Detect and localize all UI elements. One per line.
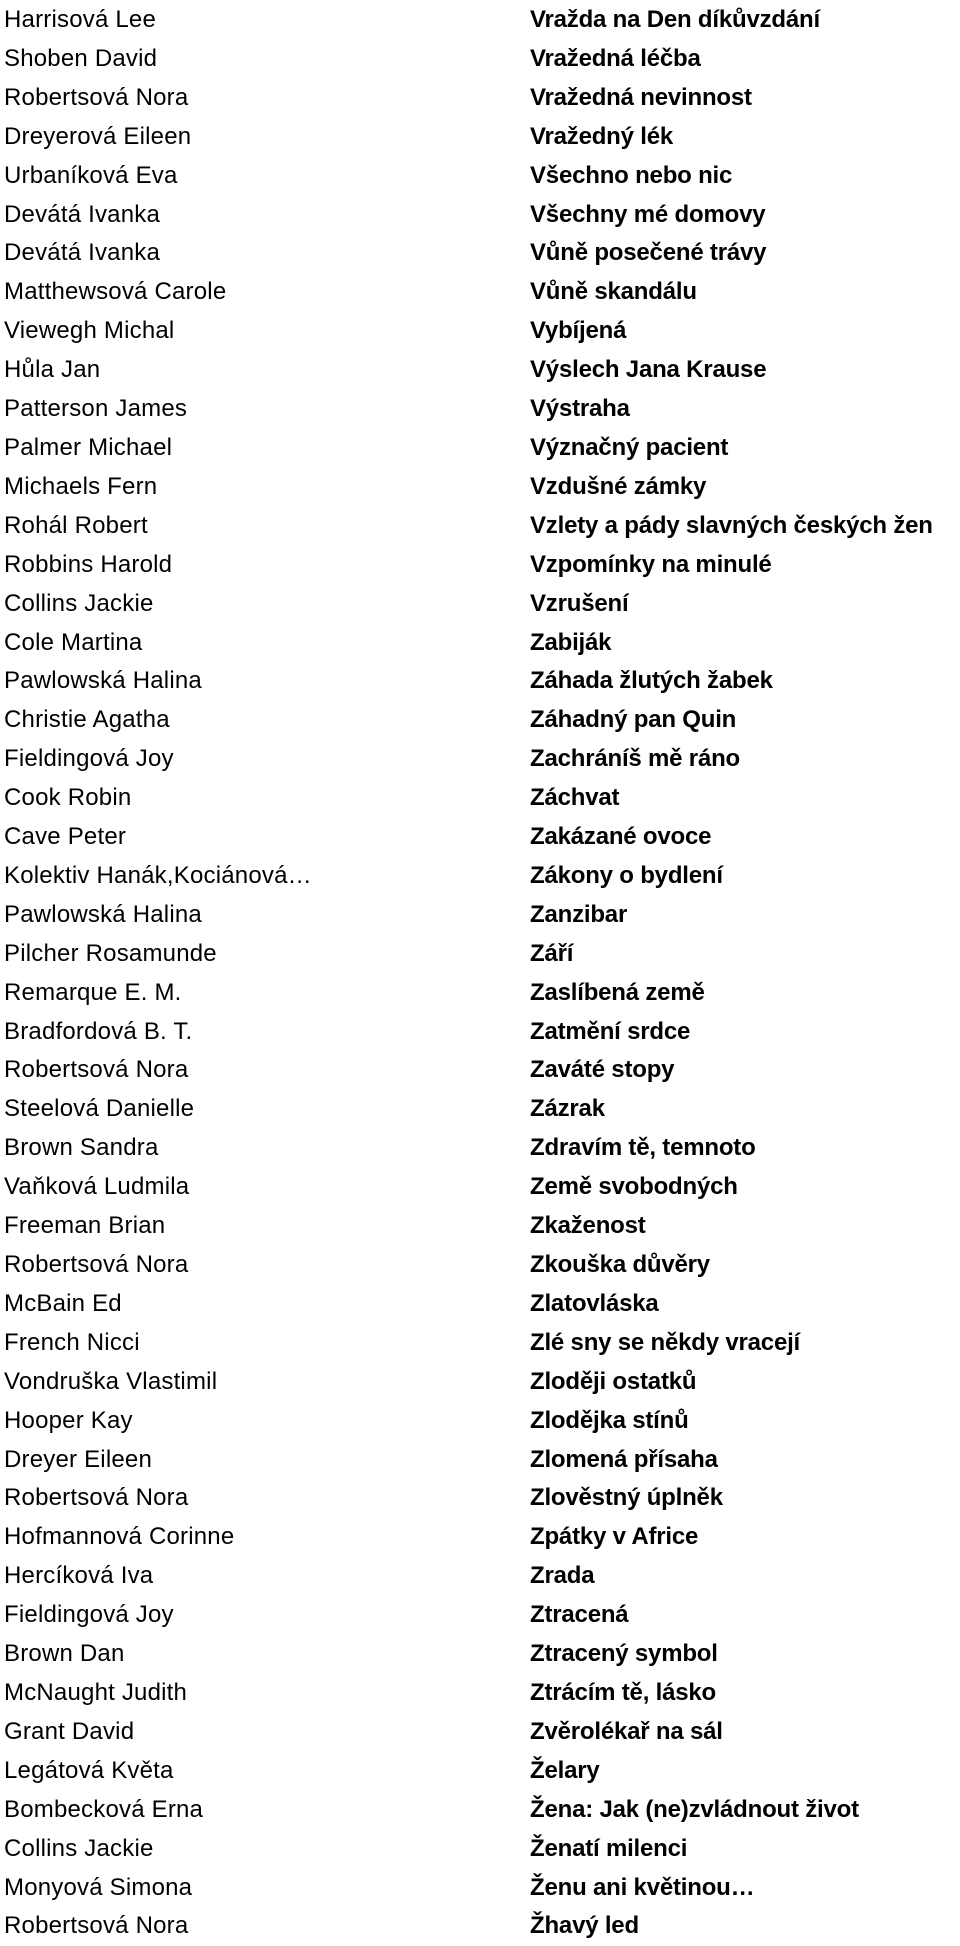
title-cell: Žhavý led (530, 1912, 639, 1940)
table-row (4, 1869, 960, 1908)
title-cell: Vražedná nevinnost (530, 83, 752, 111)
table-row (4, 507, 960, 546)
author-cell: Brown Sandra (4, 1134, 159, 1162)
author-cell: Dreyerová Eileen (4, 122, 192, 150)
title-cell: Vražedná léčba (530, 44, 701, 72)
author-cell: Dreyer Eileen (4, 1445, 152, 1473)
table-row (4, 546, 960, 585)
author-cell: Cook Robin (4, 784, 132, 812)
table-row (4, 468, 960, 507)
table-row (4, 157, 960, 196)
title-cell: Zabiják (530, 628, 612, 656)
title-cell: Záhadný pan Quin (530, 706, 737, 734)
author-cell: Hofmannová Corinne (4, 1523, 235, 1551)
table-row (4, 1285, 960, 1324)
table-row (4, 118, 960, 157)
title-cell: Ženatí milenci (530, 1834, 688, 1862)
title-cell: Význačný pacient (530, 433, 729, 461)
title-cell: Zakázané ovoce (530, 823, 712, 851)
author-cell: Robertsová Nora (4, 1251, 189, 1278)
author-cell: Harrisová Lee (4, 6, 157, 33)
table-row (4, 1791, 960, 1830)
table-row (4, 273, 960, 312)
title-cell: Ztracený symbol (530, 1640, 718, 1668)
author-cell: Hercíková Iva (4, 1562, 154, 1590)
title-cell: Ztrácím tě, lásko (530, 1678, 717, 1706)
title-cell: Zrada (530, 1562, 595, 1590)
author-cell: Urbaníková Eva (4, 161, 178, 189)
title-cell: Vzrušení (530, 589, 629, 617)
table-row (4, 896, 960, 935)
table-row (4, 312, 960, 351)
author-cell: Robertsová Nora (4, 83, 189, 111)
table-row (4, 79, 960, 118)
table-row (4, 585, 960, 624)
table-row (4, 1635, 960, 1674)
author-cell: Kolektiv Hanák,Kociánová… (4, 861, 312, 889)
title-cell: Vůně posečené trávy (530, 239, 767, 267)
title-cell: Výslech Jana Krause (530, 356, 767, 384)
table-row (4, 1479, 960, 1518)
author-cell: Brown Dan (4, 1640, 125, 1668)
author-cell: Pilcher Rosamunde (4, 939, 217, 967)
author-cell: McNaught Judith (4, 1678, 188, 1706)
title-cell: Zdravím tě, temnoto (530, 1134, 756, 1162)
title-cell: Vzlety a pády slavných českých žen (530, 511, 933, 539)
author-cell: Robertsová Nora (4, 1056, 189, 1084)
title-cell: Zanzibar (530, 900, 628, 928)
author-cell: Bombecková Erna (4, 1795, 204, 1823)
table-row (4, 779, 960, 818)
title-cell: Zlověstný úplněk (530, 1484, 723, 1512)
table-row (4, 857, 960, 896)
table-row (4, 40, 960, 79)
title-cell: Zlodějka stínů (530, 1406, 689, 1434)
author-cell: Robertsová Nora (4, 1912, 189, 1940)
table-row (4, 1207, 960, 1246)
title-cell: Zaváté stopy (530, 1056, 675, 1084)
title-cell: Želary (530, 1756, 600, 1784)
table-row (4, 1363, 960, 1402)
title-cell: Září (530, 939, 574, 967)
table-row (4, 1674, 960, 1713)
title-cell: Záchvat (530, 784, 620, 812)
author-cell: Devátá Ivanka (4, 239, 161, 267)
table-row (4, 1518, 960, 1557)
author-cell: Fieldingová Joy (4, 745, 174, 773)
title-cell: Vůně skandálu (530, 278, 697, 306)
title-cell: Zlatovláska (530, 1289, 659, 1317)
title-cell: Zachráníš mě ráno (530, 745, 741, 773)
title-cell: Vybíjená (530, 317, 627, 345)
author-cell: Patterson James (4, 395, 188, 423)
title-cell: Vzpomínky na minulé (530, 550, 772, 578)
author-cell: Freeman Brian (4, 1212, 166, 1240)
title-cell: Zázrak (530, 1095, 605, 1123)
author-cell: Monyová Simona (4, 1873, 193, 1901)
table-row (4, 196, 960, 235)
table-row (4, 1013, 960, 1052)
title-cell: Země svobodných (530, 1173, 738, 1201)
author-cell: Pawlowská Halina (4, 667, 202, 695)
table-row (4, 818, 960, 857)
table-row (4, 935, 960, 974)
author-cell: Grant David (4, 1717, 135, 1745)
title-cell: Výstraha (530, 395, 630, 423)
author-cell: Cave Peter (4, 823, 127, 851)
author-cell: Collins Jackie (4, 589, 154, 617)
table-row (4, 1441, 960, 1480)
author-cell: Viewegh Michal (4, 317, 175, 345)
table-row (4, 1713, 960, 1752)
title-cell: Všechny mé domovy (530, 200, 766, 228)
table-row (4, 1557, 960, 1596)
table-row (4, 1907, 960, 1946)
table-row (4, 390, 960, 429)
book-list-table (4, 1, 960, 1946)
author-cell: Bradfordová B. T. (4, 1017, 193, 1045)
book-list-body (4, 1, 960, 1946)
table-row (4, 1752, 960, 1791)
title-cell: Zákony o bydlení (530, 861, 723, 889)
table-row (4, 1830, 960, 1869)
title-cell: Zlé sny se někdy vracejí (530, 1328, 801, 1356)
title-cell: Zvěrolékař na sál (530, 1717, 723, 1745)
author-cell: Cole Martina (4, 628, 143, 656)
table-row (4, 624, 960, 663)
author-cell: Remarque E. M. (4, 978, 182, 1006)
author-cell: Fieldingová Joy (4, 1601, 174, 1629)
author-cell: French Nicci (4, 1328, 140, 1356)
author-cell: McBain Ed (4, 1289, 122, 1317)
title-cell: Zatmění srdce (530, 1017, 691, 1045)
title-cell: Všechno nebo nic (530, 161, 733, 189)
table-row (4, 974, 960, 1013)
table-row (4, 1168, 960, 1207)
table-row (4, 1596, 960, 1635)
table-row (4, 429, 960, 468)
author-cell: Vondruška Vlastimil (4, 1367, 218, 1395)
author-cell: Collins Jackie (4, 1834, 154, 1862)
author-cell: Shoben David (4, 44, 158, 72)
author-cell: Hůla Jan (4, 356, 101, 384)
author-cell: Legátová Květa (4, 1756, 174, 1784)
author-cell: Rohál Robert (4, 511, 148, 539)
title-cell: Zpátky v Africe (530, 1523, 699, 1551)
title-cell: Ženu ani květinou… (530, 1873, 755, 1901)
title-cell: Ztracená (530, 1601, 629, 1629)
title-cell: Vražda na Den díkůvzdání (530, 6, 820, 33)
table-row (4, 1129, 960, 1168)
author-cell: Hooper Kay (4, 1406, 133, 1434)
author-cell: Robbins Harold (4, 550, 173, 578)
table-row (4, 1051, 960, 1090)
title-cell: Žena: Jak (ne)zvládnout život (530, 1795, 859, 1823)
table-row (4, 1324, 960, 1363)
table-row (4, 1, 960, 40)
title-cell: Vražedný lék (530, 122, 674, 150)
title-cell: Záhada žlutých žabek (530, 667, 773, 695)
title-cell: Zkouška důvěry (530, 1251, 710, 1278)
author-cell: Pawlowská Halina (4, 900, 202, 928)
author-cell: Steelová Danielle (4, 1095, 195, 1123)
author-cell: Robertsová Nora (4, 1484, 189, 1512)
author-cell: Matthewsová Carole (4, 278, 227, 306)
author-cell: Christie Agatha (4, 706, 170, 734)
table-row (4, 662, 960, 701)
author-cell: Devátá Ivanka (4, 200, 161, 228)
author-cell: Palmer Michael (4, 433, 173, 461)
table-row (4, 1090, 960, 1129)
table-row (4, 351, 960, 390)
title-cell: Vzdušné zámky (530, 472, 707, 500)
author-cell: Vaňková Ludmila (4, 1173, 190, 1201)
table-row (4, 1402, 960, 1441)
title-cell: Zkaženost (530, 1212, 646, 1240)
table-row (4, 1246, 960, 1285)
table-row (4, 740, 960, 779)
table-row (4, 234, 960, 273)
title-cell: Zloději ostatků (530, 1367, 697, 1395)
title-cell: Zaslíbená země (530, 978, 705, 1006)
table-row (4, 701, 960, 740)
title-cell: Zlomená přísaha (530, 1445, 718, 1473)
author-cell: Michaels Fern (4, 472, 158, 500)
